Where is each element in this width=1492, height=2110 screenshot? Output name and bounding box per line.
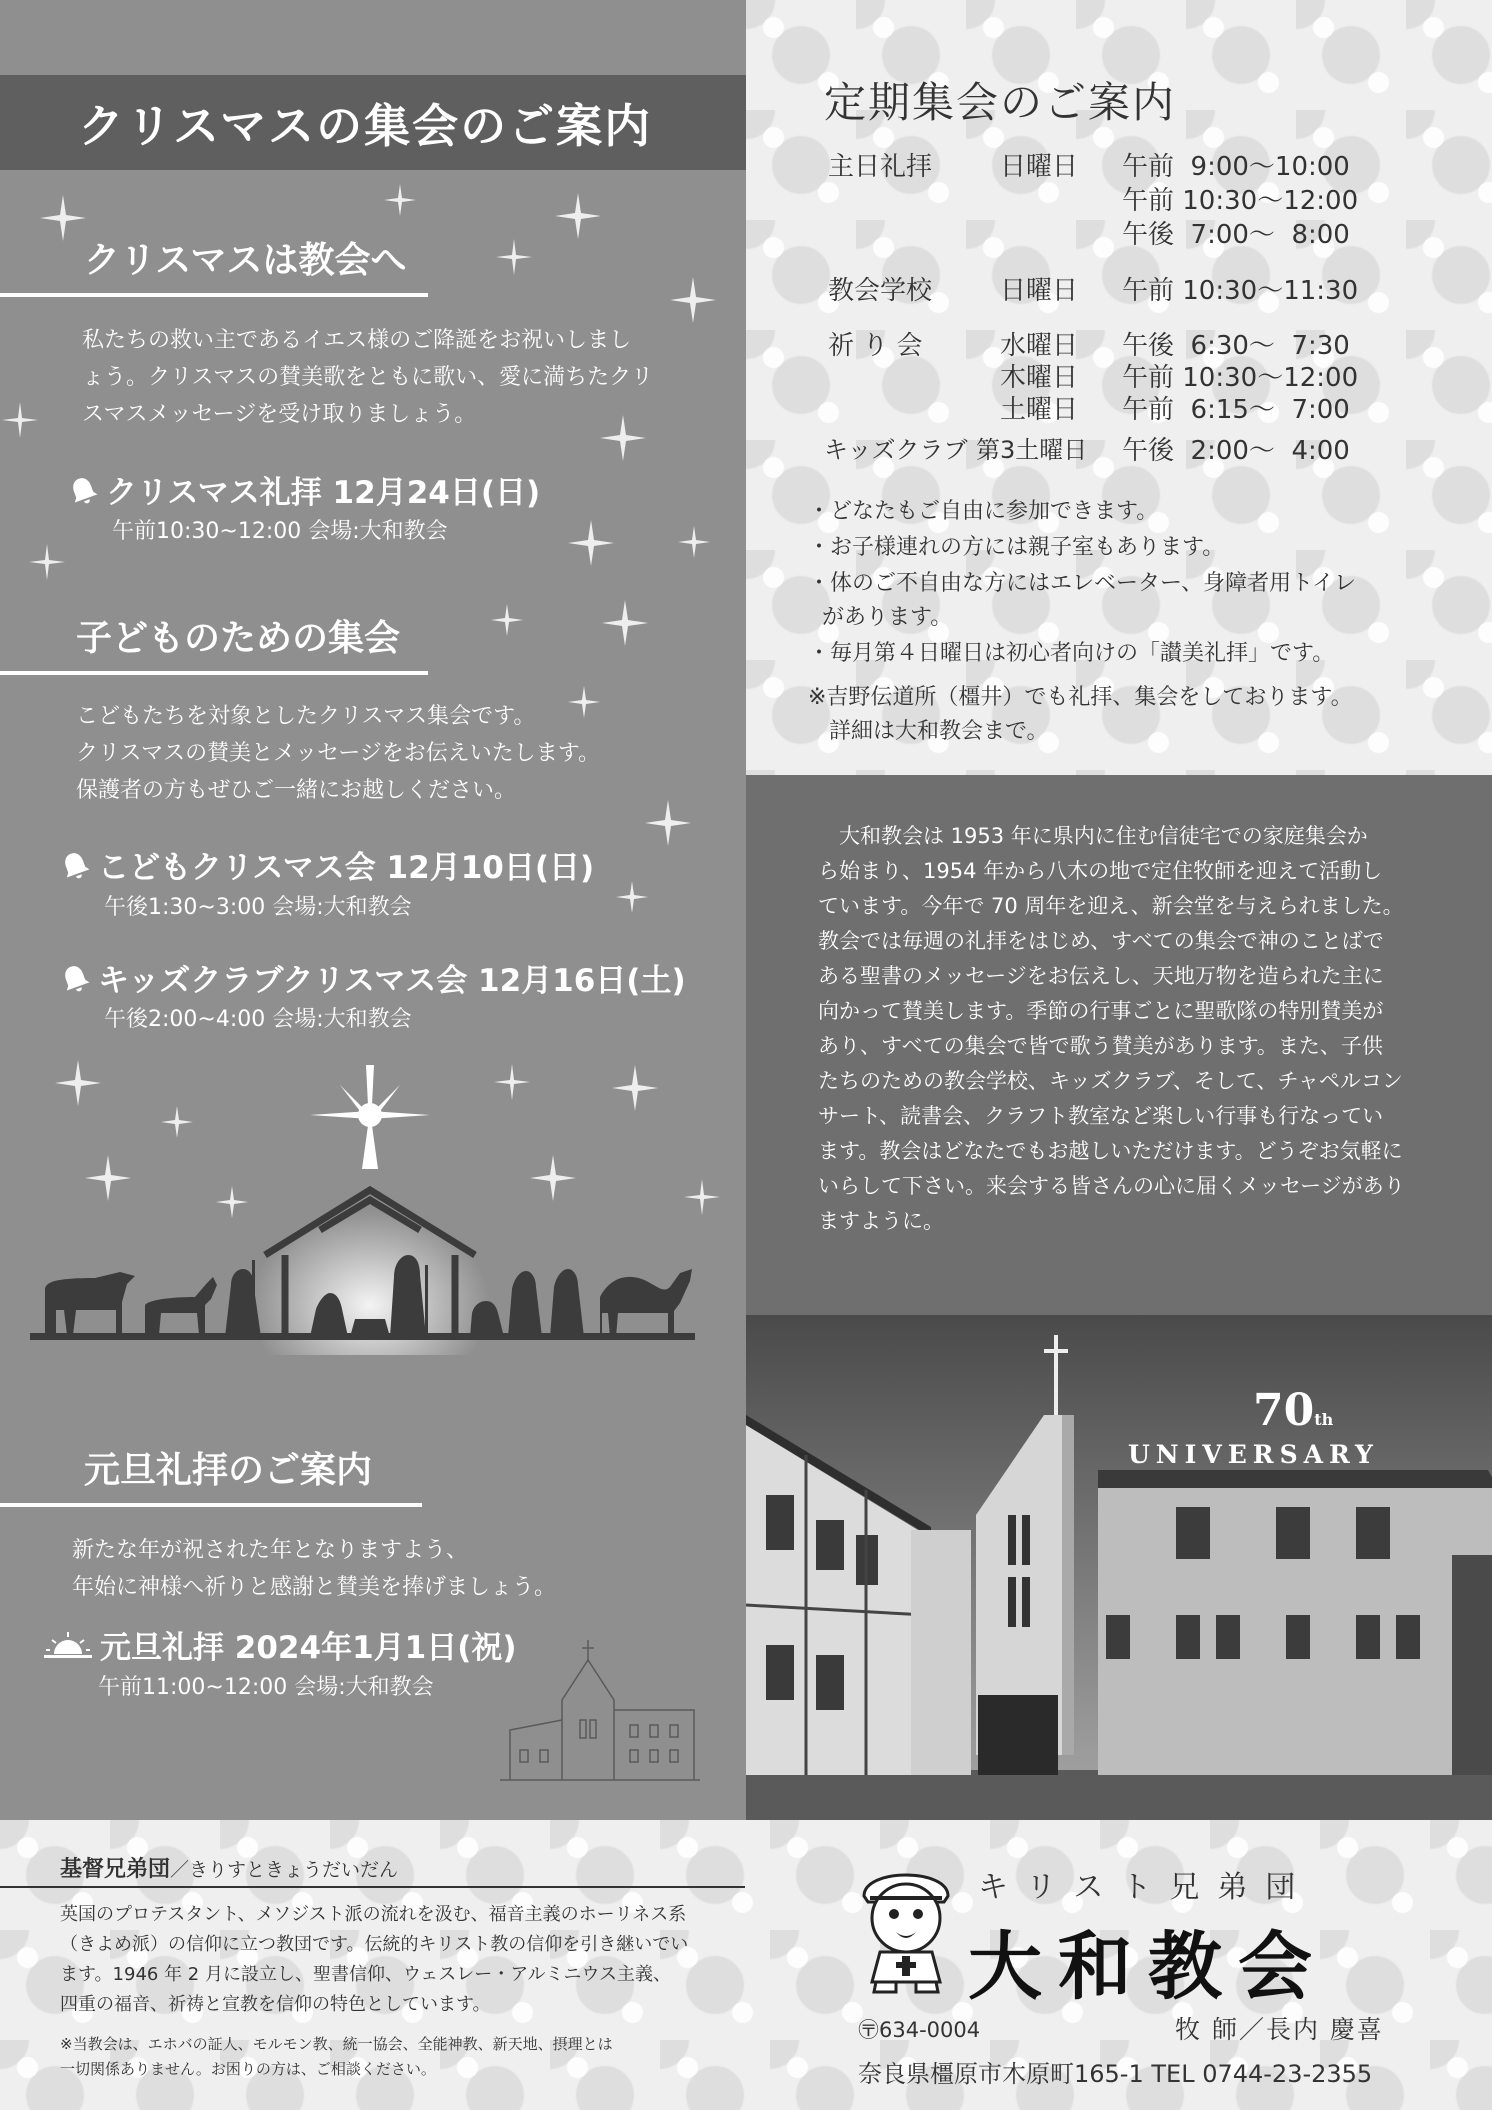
christmas-panel [0,0,746,1820]
pastor-name: 牧 師／長内 慶喜 [1175,2015,1384,2044]
schedule-time: 午前 9:00～10:00 [1122,152,1350,182]
schedule-note: ・お子様連れの方には親子室もあります。 [808,535,1225,560]
church-sketch-icon [500,1640,700,1790]
text-line: こどもたちを対象としたクリスマス集会です。 [76,704,536,729]
text-line: 私たちの救い主であるイエス様のご降誕をお祝いしまし [82,328,632,353]
schedule-name: 祈 り 会 [828,331,923,361]
event-title: キッズクラブクリスマス会 12月16日(土) [98,963,686,999]
church-name: 大和教会 [968,1924,1328,2010]
schedule-time: 午後 6:30～ 7:30 [1122,331,1350,361]
christmas-header-title: クリスマスの集会のご案内 [78,98,653,153]
schedule-time: 午前 10:30～11:30 [1122,276,1359,306]
event-newyear-service [44,1622,517,1667]
event-kidsclub-christmas [60,955,686,1000]
event-details: 午前10:30~12:00 会場:大和教会 [112,519,448,544]
schedule-time: 午後 2:00～ 4:00 [1122,436,1350,466]
heading-christmas-church: クリスマスは教会へ [0,232,428,297]
text-line: ら始まり、1954 年から八木の地で定住牧師を迎えて活動し [818,859,1383,883]
star-icon [310,1065,430,1169]
schedule-day: 日曜日 [1000,152,1079,182]
schedule-day: 水曜日 [1000,331,1079,361]
text-line: あり、すべての集会で皆で歌う賛美があります。また、子供 [818,1034,1383,1058]
text-line: 向かって賛美します。季節の行事ごとに聖歌隊の特別賛美が [818,999,1384,1023]
event-kids-christmas [60,842,594,887]
text-line: 大和教会は 1953 年に県内に住む信徒宅での家庭集会か [818,824,1368,848]
denomination-title [60,1852,398,1883]
schedule-note: があります。 [808,605,953,630]
denomination-reading: ／きりすときょうだいだん [170,1859,399,1881]
schedule-day: 日曜日 [1000,276,1079,306]
church-history-text [818,819,1428,1239]
newyear-intro-text [72,1532,692,1606]
text-line: ます。1946 年 2 月に設立し、聖書信仰、ウェスレー・アルミニウス主義、 [60,1964,672,1985]
bell-icon [60,850,90,880]
address-phone: 奈良県橿原市木原町165-1 TEL 0744-23-2355 [858,2060,1373,2088]
event-title: こどもクリスマス会 12月10日(日) [98,850,595,886]
schedule-note: 詳細は大和教会まで。 [808,719,1049,744]
schedule-note: ・どなたもご自由に参加できます。 [808,499,1159,524]
christmas-intro-text [82,322,702,433]
text-line: ※当教会は、エホバの証人、モルモン教、統一協会、全能神教、新天地、摂理とは [60,2035,613,2053]
church-building-image [746,1315,1492,1820]
text-line: スマスメッセージを受け取りましょう。 [82,402,477,427]
schedule-note: ・毎月第４日曜日は初心者向けの「讃美礼拝」です。 [808,641,1335,666]
schedule-day: 第3土曜日 [976,436,1088,464]
text-line: 年始に神様へ祈りと感謝と賛美を捧げましょう。 [72,1575,557,1600]
text-line: ある聖書のメッセージをお伝えし、天地万物を造られた主に [818,964,1384,988]
text-line: 一切関係ありません。お困りの方は、ご相談ください。 [60,2060,436,2078]
schedule-title: 定期集会のご案内 [824,78,1177,127]
text-line: サート、読書会、クラフト教室など楽しい行事も行なってい [818,1104,1384,1128]
divider [0,1886,745,1888]
heading-newyear-service: 元旦礼拝のご案内 [0,1442,422,1507]
anniversary-number [1253,1385,1333,1436]
schedule-day: 木曜日 [1000,363,1079,393]
event-details: 午後2:00~4:00 会場:大和教会 [104,1007,412,1032]
text-line: ます。教会はどなたでもお越しいただけます。どうぞお気軽に [818,1139,1403,1163]
schedule-name: キッズクラブ [824,436,968,464]
children-intro-text [76,698,696,809]
church-building-photo [746,1315,1492,1820]
denomination-description [60,1900,740,2020]
text-line: ますように。 [818,1209,944,1233]
text-line: 新たな年が祝された年となりますよう、 [72,1538,469,1563]
postal-code: 〶634-0004 [858,2018,981,2042]
sunrise-icon [44,1630,92,1660]
text-line: ょう。クリスマスの賛美歌をともに歌い、愛に満ちたクリ [82,365,654,390]
anniversary-word: UNIVERSARY [1128,1440,1379,1469]
event-title: 元旦礼拝 2024年1月1日(祝) [100,1630,517,1666]
event-details: 午前11:00~12:00 会場:大和教会 [98,1675,434,1700]
nativity-illustration [30,1055,710,1355]
text-line: 英国のプロテスタント、メソジスト派の流れを汲む、福音主義のホーリネス系 [60,1904,687,1925]
schedule-time: 午後 7:00～ 8:00 [1122,220,1350,250]
organization-name: キリスト兄弟団 [978,1870,1314,1905]
event-details: 午後1:30~3:00 会場:大和教会 [104,895,412,920]
disclaimer-note [60,2032,740,2082]
schedule-note: ※吉野伝道所（橿井）でも礼拝、集会をしております。 [808,685,1353,710]
bell-icon [60,963,90,993]
mascot-logo-icon [846,1856,966,1996]
anniversary-number-value: 70 [1253,1385,1315,1436]
heading-children-meeting: 子どものための集会 [0,610,428,675]
event-title: クリスマス礼拝 12月24日(日) [106,475,541,511]
text-line: （きよめ派）の信仰に立つ教団です。伝統的キリスト教の信仰を引き継いでい [60,1934,689,1955]
church-history-panel [746,775,1492,1315]
text-line: 教会では毎週の礼拝をはじめ、すべての集会で神のことばで [818,929,1384,953]
text-line: 四重の福音、祈祷と宣教を信仰の特色としています。 [60,1994,491,2015]
anniversary-suffix: th [1314,1410,1334,1429]
christmas-header-band [0,75,746,170]
schedule-day: 土曜日 [1000,395,1079,425]
schedule-note: ・体のご不自由な方にはエレベーター、身障者用トイレ [808,571,1357,596]
regular-schedule-panel [746,0,1492,775]
footer [0,1820,1492,2110]
schedule-time: 午前 10:30～12:00 [1122,363,1359,393]
schedule-time: 午前 6:15～ 7:00 [1122,395,1350,425]
text-line: 保護者の方もぜひご一緒にお越しください。 [76,778,517,803]
text-line: いらして下さい。来会する皆さんの心に届くメッセージがあり [818,1174,1405,1198]
event-christmas-service [68,467,540,512]
denomination-name: 基督兄弟団 [60,1857,171,1882]
bell-icon [68,475,98,505]
text-line: ています。今年で 70 周年を迎え、新会堂を与えられました。 [818,894,1404,918]
schedule-name: 主日礼拝 [828,152,933,182]
schedule-time: 午前 10:30～12:00 [1122,186,1359,216]
text-line: たちのための教会学校、キッズクラブ、そして、チャペルコン [818,1069,1403,1093]
schedule-name: 教会学校 [828,276,933,306]
text-line: クリスマスの賛美とメッセージをお伝えいたします。 [76,741,601,766]
